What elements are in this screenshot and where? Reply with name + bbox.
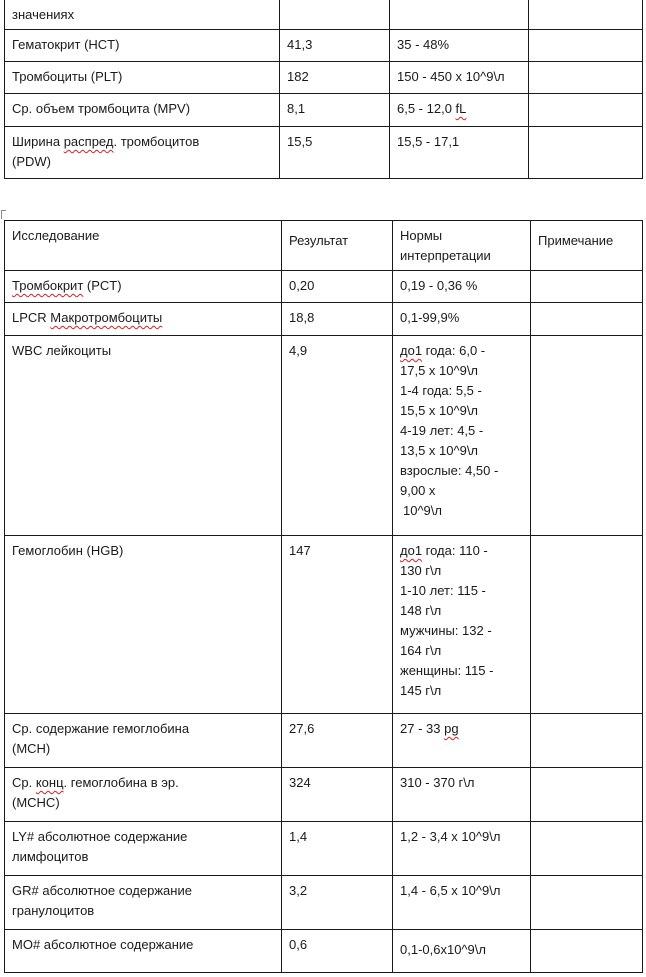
spellcheck-word: Макротромбоциты (50, 310, 163, 325)
note-cell (529, 94, 643, 127)
norm-cell: 0,1-99,9% (393, 303, 531, 336)
table-row (5, 271, 643, 303)
table-anchor-mark (1, 210, 6, 219)
note-cell (531, 336, 643, 536)
norm-cell: 150 - 450 x 10^9\л (390, 62, 529, 94)
note-cell (531, 271, 643, 303)
test-name-cell: Ср. конц. гемоглобина в эр. (MCHC) (5, 768, 282, 822)
note-cell (531, 930, 643, 973)
norm-cell (390, 0, 529, 30)
norm-cell: 1,2 - 3,4 x 10^9\л (393, 822, 531, 876)
norm-cell: 310 - 370 г\л (393, 768, 531, 822)
note-cell (531, 822, 643, 876)
table-row (5, 127, 643, 179)
note-cell (531, 714, 643, 768)
result-cell: 1,4 (282, 822, 393, 876)
test-name-cell: MO# абсолютное содержание (5, 930, 282, 973)
test-name-cell: Ср. объем тромбоцита (MPV) (5, 94, 280, 127)
test-name-cell: Гематокрит (HCT) (5, 30, 280, 62)
table-row (5, 822, 643, 876)
header-result: Результат (282, 221, 393, 271)
header-test-name: Исследование (5, 221, 282, 271)
result-cell: 324 (282, 768, 393, 822)
table-row (5, 536, 643, 714)
table-row (5, 336, 643, 536)
spellcheck-word: fL (455, 101, 467, 116)
table-row (5, 0, 643, 30)
table-row (5, 930, 643, 973)
note-cell (529, 0, 643, 30)
header-norm: Нормы интерпретации (393, 221, 531, 271)
norm-cell: до1 года: 6,0 - 17,5 x 10^9\л 1-4 года: 5,5 - 15,5 x 10^9\л 4-19 лет: 4,5 - 13,5 x 10^9\л взрослые: 4,50 - 9,00 x 10^9\л (393, 336, 531, 536)
note-cell (529, 62, 643, 94)
norm-cell: 1,4 - 6,5 x 10^9\л (393, 876, 531, 930)
test-name-cell: значениях (5, 0, 280, 30)
result-cell: 41,3 (280, 30, 390, 62)
table-row (5, 768, 643, 822)
test-name-cell: WBC лейкоциты (5, 336, 282, 536)
result-cell: 182 (280, 62, 390, 94)
results-table-top (4, 0, 643, 179)
result-cell: 0,20 (282, 271, 393, 303)
header-note: Примечание (531, 221, 643, 271)
norm-cell: 35 - 48% (390, 30, 529, 62)
test-name-cell: LY# абсолютное содержание лимфоцитов (5, 822, 282, 876)
results-table-main (4, 220, 643, 973)
note-cell (529, 127, 643, 179)
note-cell (531, 876, 643, 930)
spellcheck-word: распред (63, 134, 114, 149)
spellcheck-word: до1 (400, 543, 423, 558)
norm-cell: до1 года: 110 - 130 г\л 1-10 лет: 115 - 148 г\л мужчины: 132 - 164 г\л женщины: 115 - 145 г\л (393, 536, 531, 714)
result-cell: 147 (282, 536, 393, 714)
test-name-cell: Ср. содержание гемоглобина (MCH) (5, 714, 282, 768)
note-cell (529, 30, 643, 62)
test-name-cell: GR# абсолютное содержание гранулоцитов (5, 876, 282, 930)
table-row (5, 303, 643, 336)
table-row (5, 714, 643, 768)
table-header-row (5, 221, 643, 271)
table-row (5, 62, 643, 94)
test-name-cell: Гемоглобин (HGB) (5, 536, 282, 714)
test-name-cell: Ширина распред. тромбоцитов (PDW) (5, 127, 280, 179)
norm-cell: 15,5 - 17,1 (390, 127, 529, 179)
table-row (5, 30, 643, 62)
result-cell (280, 0, 390, 30)
norm-cell: 0,1-0,6x10^9\л (393, 930, 531, 973)
spellcheck-word: pg (444, 721, 459, 736)
spellcheck-word: конц (35, 775, 64, 790)
note-cell (531, 303, 643, 336)
test-name-cell: Тромбокрит (PCT) (5, 271, 282, 303)
table-row (5, 876, 643, 930)
table-row (5, 94, 643, 127)
result-cell: 8,1 (280, 94, 390, 127)
spellcheck-word: до1 (400, 343, 423, 358)
test-name-cell: LPCR Макротромбоциты (5, 303, 282, 336)
result-cell: 15,5 (280, 127, 390, 179)
note-cell (531, 536, 643, 714)
test-name-cell: Тромбоциты (PLT) (5, 62, 280, 94)
result-cell: 18,8 (282, 303, 393, 336)
result-cell: 27,6 (282, 714, 393, 768)
result-cell: 3,2 (282, 876, 393, 930)
result-cell: 4,9 (282, 336, 393, 536)
note-cell (531, 768, 643, 822)
norm-cell: 0,19 - 0,36 % (393, 271, 531, 303)
norm-cell: 6,5 - 12,0 fL (390, 94, 529, 127)
spellcheck-word: Тромбокрит (12, 278, 84, 293)
result-cell: 0,6 (282, 930, 393, 973)
norm-cell: 27 - 33 pg (393, 714, 531, 768)
